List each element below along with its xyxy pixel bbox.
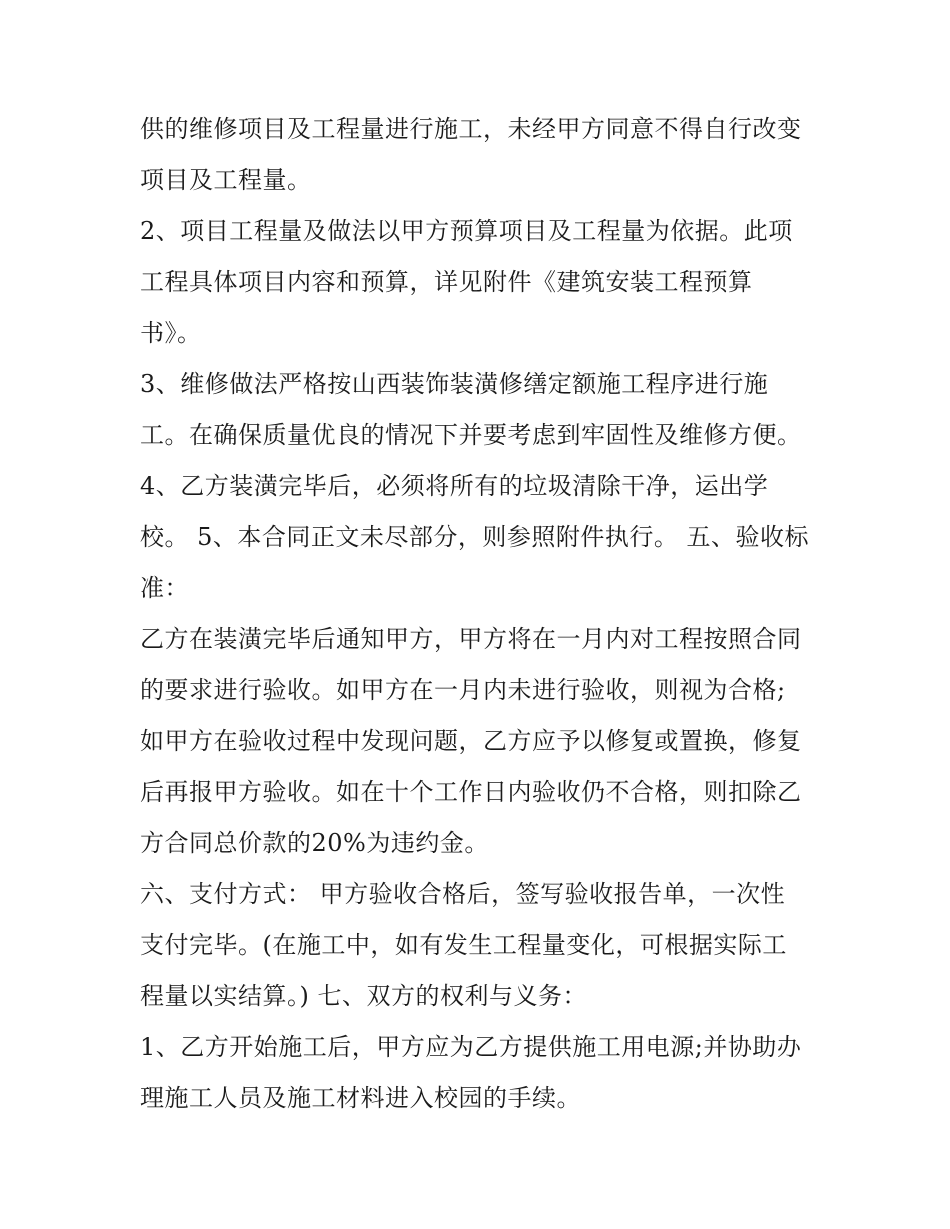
text-line-14: 后再报甲方验收。如在十个工作日内验收仍不合格，则扣除乙 xyxy=(140,778,802,806)
text-line-11: 乙方在装潢完毕后通知甲方，甲方将在一月内对工程按照合同 xyxy=(140,625,802,653)
text-line-2: 项目及工程量。 xyxy=(140,166,312,194)
text-line-5: 书》。 xyxy=(140,319,202,347)
text-line-18: 程量以实结算。) 七、双方的权利与义务： xyxy=(140,982,587,1010)
text-line-17: 支付完毕。(在施工中，如有发生工程量变化，可根据实际工 xyxy=(140,931,787,959)
document-body xyxy=(140,104,830,1124)
text-line-12: 的要求进行验收。如甲方在一月内未进行验收，则视为合格; xyxy=(140,676,786,704)
text-line-7: 工。在确保质量优良的情况下并要考虑到牢固性及维修方便。 xyxy=(140,421,802,449)
text-line-10: 准： xyxy=(140,574,189,602)
text-line-15: 方合同总价款的20%为违约金。 xyxy=(140,829,489,857)
text-line-20: 理施工人员及施工材料进入校园的手续。 xyxy=(140,1084,581,1112)
text-line-13: 如甲方在验收过程中发现问题，乙方应予以修复或置换，修复 xyxy=(140,727,802,755)
text-line-8: 4、乙方装潢完毕后，必须将所有的垃圾清除干净，运出学 xyxy=(140,472,769,500)
text-line-16: 六、支付方式： 甲方验收合格后，签写验收报告单，一次性 xyxy=(140,880,786,908)
text-line-19: 1、乙方开始施工后，甲方应为乙方提供施工用电源;并协助办 xyxy=(140,1033,802,1061)
text-line-4: 工程具体项目内容和预算，详见附件《建筑安装工程预算 xyxy=(140,268,753,296)
text-line-1: 供的维修项目及工程量进行施工，未经甲方同意不得自行改变 xyxy=(140,115,802,143)
text-line-3: 2、项目工程量及做法以甲方预算项目及工程量为依据。此项 xyxy=(140,217,793,245)
text-line-6: 3、维修做法严格按山西装饰装潢修缮定额施工程序进行施 xyxy=(140,370,769,398)
text-line-9: 校。 5、本合同正文未尽部分，则参照附件执行。 五、验收标 xyxy=(140,523,810,551)
